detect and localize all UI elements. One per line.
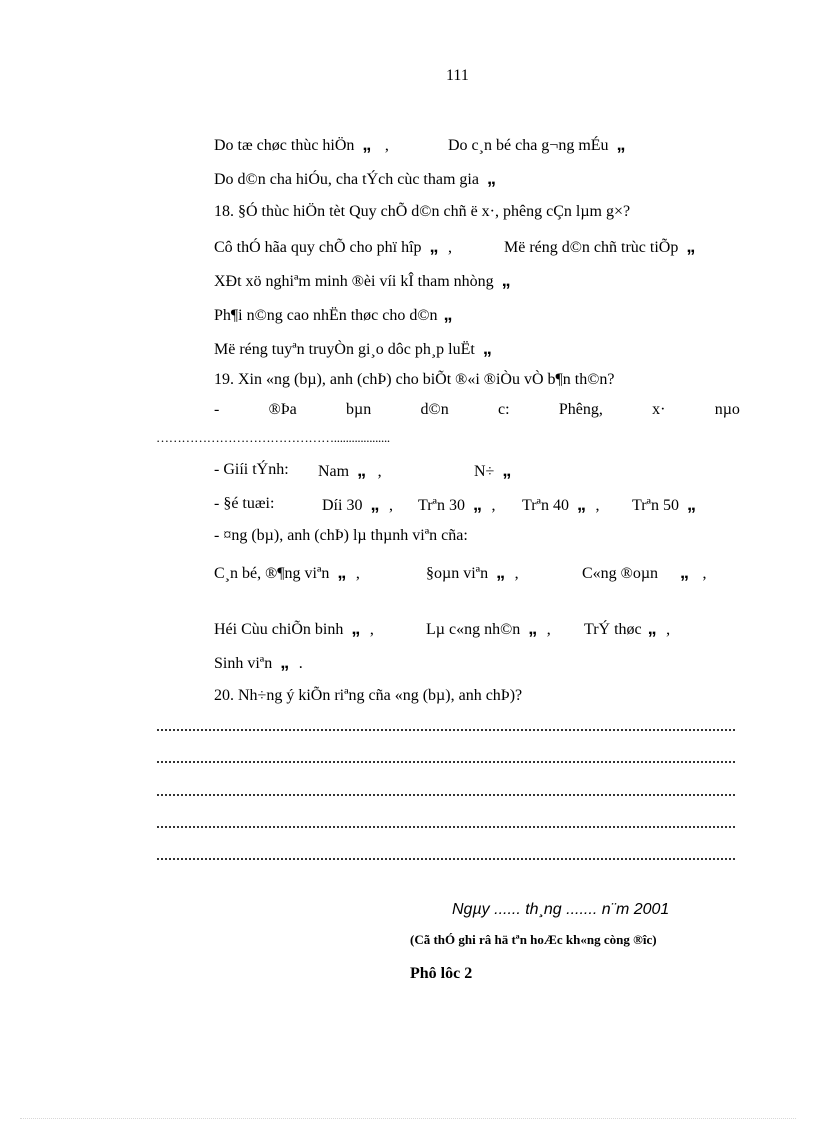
option-text: Trªn 40: [522, 497, 569, 514]
checkbox[interactable]: „: [486, 168, 496, 188]
justified-word: nµo: [714, 401, 740, 418]
separator: ,: [384, 137, 389, 154]
option-text: Lµ c«ng nh©n: [426, 621, 521, 638]
answer-line-1[interactable]: [156, 728, 736, 732]
age-option-4: [632, 494, 695, 516]
question-18: 18. §Ó thùc hiÖn tèt Quy chÕ d©n chñ ë x·, phêng cÇn lµm g×?: [214, 203, 631, 220]
separator: ,: [377, 463, 382, 480]
checkbox[interactable]: „: [501, 270, 511, 290]
option-text: Më réng tuyªn truyÒn gi¸o dôc ph¸p luËt: [214, 341, 475, 358]
page-footer-divider: [20, 1118, 796, 1120]
option-text: Do c¸n bé cha g¬ng mÉu: [448, 137, 609, 154]
checkbox[interactable]: „: [443, 304, 453, 324]
checkbox[interactable]: „: [502, 460, 511, 480]
checkbox[interactable]: „: [647, 618, 657, 638]
checkbox[interactable]: „: [370, 494, 379, 514]
membership-question: - ¤ng (bµ), anh (chÞ) lµ thµnh viªn cña:: [214, 527, 468, 544]
option-text: Ph¶i n©ng cao nhËn thøc cho d©n: [214, 307, 438, 324]
option-text: TrÝ thøc: [584, 621, 642, 638]
membership-option-4: [214, 618, 374, 640]
separator: ,: [369, 621, 374, 638]
option-text: Trªn 50: [632, 497, 679, 514]
separator: ,: [355, 565, 360, 582]
option-text: Më réng d©n chñ trùc tiÕp: [504, 239, 679, 256]
checkbox[interactable]: „: [616, 134, 626, 154]
separator: ,: [595, 497, 600, 514]
checkbox[interactable]: „: [482, 338, 492, 358]
age-option-1: [322, 494, 393, 516]
line-1-b: [448, 134, 625, 156]
gender-male: [318, 460, 382, 482]
signature-note: (Cã thÓ ghi râ hä tªn hoÆc kh«ng còng ®îc): [410, 932, 657, 947]
checkbox[interactable]: „: [429, 236, 439, 256]
membership-option-1: [214, 562, 360, 584]
answer-line-5[interactable]: [156, 857, 736, 861]
justified-word: -: [214, 401, 220, 418]
separator: ,: [666, 621, 671, 638]
question-19: 19. Xin «ng (bµ), anh (chÞ) cho biÕt ®«i ®iÒu vÒ b¶n th©n?: [214, 371, 615, 388]
checkbox[interactable]: „: [357, 460, 366, 480]
gender-female: [474, 460, 511, 482]
option-text: C¸n bé, ®¶ng viªn: [214, 565, 330, 582]
answer-line-4[interactable]: [156, 825, 736, 829]
checkbox[interactable]: „: [680, 562, 689, 582]
justified-word: c:: [497, 401, 510, 418]
line-6: [214, 304, 452, 326]
line-9: [214, 400, 740, 420]
checkbox[interactable]: „: [528, 618, 537, 638]
checkbox[interactable]: „: [576, 494, 586, 514]
checkbox[interactable]: „: [472, 494, 482, 514]
option-text: N÷: [474, 463, 495, 480]
separator: ,: [388, 497, 393, 514]
option-text: XÐt xö nghiªm minh ®èi víi kÎ tham nhòng: [214, 273, 494, 290]
age-option-3: [522, 494, 599, 516]
justified-word: d©n: [420, 401, 449, 418]
separator: ,: [448, 239, 453, 256]
option-text: Do tæ chøc thùc hiÖn: [214, 137, 355, 154]
separator: ,: [514, 565, 519, 582]
justified-word: bµn: [346, 401, 372, 418]
membership-option-2: [426, 562, 519, 584]
separator: .: [298, 655, 303, 672]
age-option-2: [418, 494, 495, 516]
option-text: Cô thÓ hãa quy chÕ cho phï hîp: [214, 239, 422, 256]
line-4-b: [504, 236, 695, 258]
line-1: [214, 134, 389, 156]
justified-word: Phêng,: [558, 401, 603, 418]
separator: ,: [546, 621, 551, 638]
line-2: [214, 168, 495, 190]
membership-option-7: [214, 652, 303, 674]
field-label: - Giíi tÝnh:: [214, 461, 289, 478]
checkbox[interactable]: „: [362, 134, 371, 154]
separator: ,: [702, 565, 707, 582]
signature-date: Ngµy ...... th¸ng ....... n¨m 2001: [452, 901, 670, 918]
membership-option-5: [426, 618, 551, 640]
option-text: C«ng ®oµn: [582, 565, 659, 582]
line-4: [214, 236, 452, 258]
checkbox[interactable]: „: [337, 562, 346, 582]
option-text: Sinh viªn: [214, 655, 273, 672]
checkbox[interactable]: „: [351, 618, 360, 638]
page-number: 111: [446, 67, 469, 84]
answer-line-2[interactable]: [156, 760, 736, 764]
gender-row: [214, 460, 289, 480]
line-7: [214, 338, 491, 360]
appendix-title: Phô lôc 2: [410, 965, 473, 982]
justified-word: ®Þa: [268, 401, 297, 418]
option-text: Díi 30: [322, 497, 363, 514]
question-20: 20. Nh÷ng ý kiÕn riªng cña «ng (bµ), anh chÞ)?: [214, 687, 523, 704]
option-text: Trªn 30: [418, 497, 465, 514]
age-label: - §é tuæi:: [214, 495, 275, 512]
option-text: Héi Cùu chiÕn binh: [214, 621, 344, 638]
option-text: Do d©n cha hiÓu, cha tÝch cùc tham gia: [214, 171, 479, 188]
option-text: §oµn viªn: [426, 565, 489, 582]
checkbox[interactable]: „: [686, 236, 695, 256]
line-5: [214, 270, 510, 292]
checkbox[interactable]: „: [496, 562, 505, 582]
membership-option-3: [582, 562, 707, 584]
separator: ,: [491, 497, 496, 514]
justified-word: x·: [652, 401, 666, 418]
checkbox[interactable]: „: [280, 652, 289, 672]
answer-line-3[interactable]: [156, 793, 736, 797]
address-fill-line[interactable]: ……………………………………...................: [156, 430, 390, 445]
option-text: Nam: [318, 463, 350, 480]
membership-option-6: [584, 618, 670, 640]
checkbox[interactable]: „: [686, 494, 696, 514]
